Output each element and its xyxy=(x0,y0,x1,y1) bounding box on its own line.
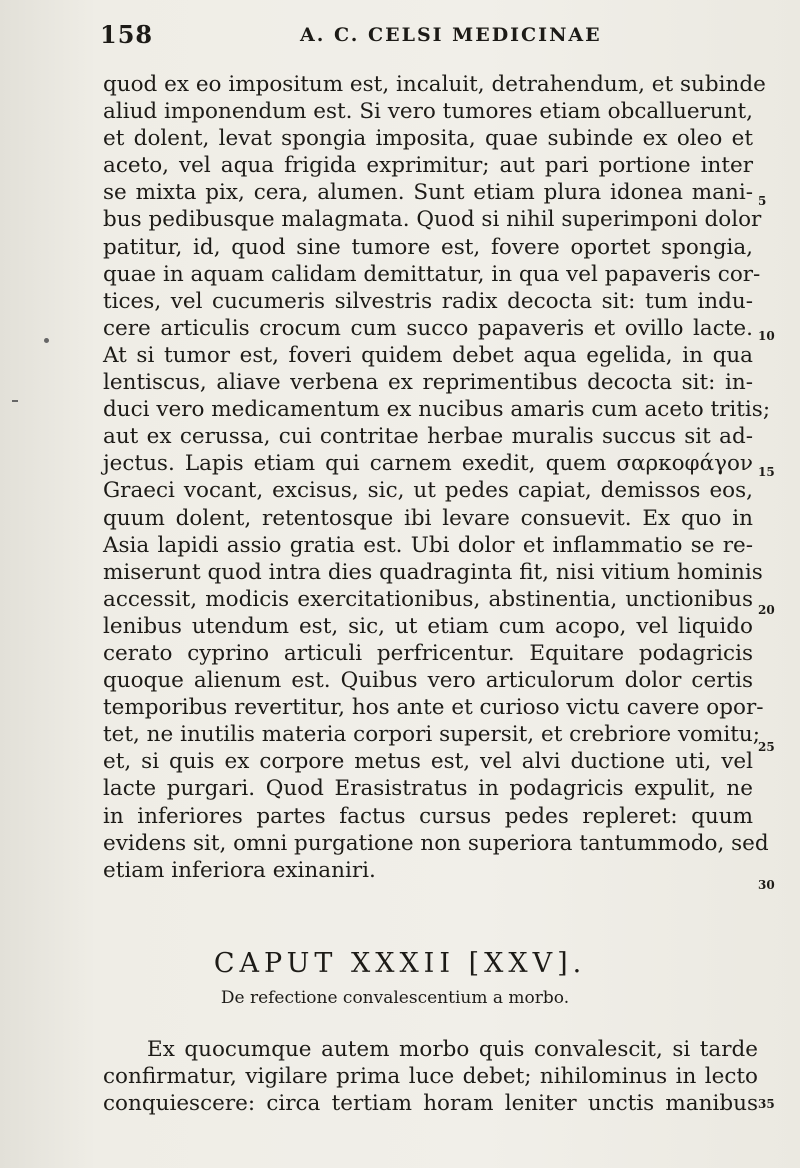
line-number: 35 xyxy=(758,1097,775,1111)
text-line: cere articulis crocum cum succo papaveris et ovillo lacte. xyxy=(103,315,753,341)
text-line: At si tumor est, foveri quidem debet aqua egelida, in qua xyxy=(103,342,753,368)
text-line: lacte purgari. Quod Erasistratus in podagricis expulit, ne xyxy=(103,776,753,802)
text-line: Asia lapidi assio gratia est. Ubi dolor et inflammatio se re- xyxy=(103,532,753,558)
line-number: 15 xyxy=(758,465,775,479)
text-line: Graeci vocant, excisus, sic, ut pedes capiat, demissos eos, xyxy=(103,478,753,504)
text-line: tet, ne inutilis materia corpori supersit, et crebriore vomitu; xyxy=(103,722,760,748)
text-line: quod ex eo impositum est, incaluit, detrahendum, et subinde xyxy=(103,72,766,97)
line-number: 25 xyxy=(758,740,775,754)
line-number: 10 xyxy=(758,329,775,343)
chapter-title xyxy=(0,948,800,979)
text-line: et dolent, levat spongia imposita, quae subinde ex oleo et xyxy=(103,126,753,152)
text-line: temporibus revertitur, hos ante et curioso victu cavere opor- xyxy=(103,695,764,721)
text-line: evidens sit, omni purgatione non superiora tantummodo, sed xyxy=(103,830,769,856)
chapter-title-text: CAPUT XXXII [XXV]. xyxy=(213,948,587,979)
text-line: cerato cyprino articuli perfricentur. Equitare podagricis xyxy=(103,640,753,666)
page-number: 158 xyxy=(100,20,154,49)
text-line: aceto, vel aqua frigida exprimitur; aut pari portione inter xyxy=(103,153,753,179)
text-line: tices, vel cucumeris silvestris radix decocta sit: tum indu- xyxy=(103,288,753,314)
page-header xyxy=(100,20,750,50)
line-number: 20 xyxy=(758,603,775,617)
chapter-subtitle: De refectione convalescentium a morbo. xyxy=(220,988,570,1008)
margin-mark xyxy=(12,400,18,402)
text-line: lentiscus, aliave verbena ex reprimentibus decocta sit: in- xyxy=(103,370,753,396)
text-line: bus pedibusque malagmata. Quod si nihil superimponi dolor xyxy=(103,207,762,233)
text-line: in inferiores partes factus cursus pedes repleret: quum xyxy=(103,803,753,829)
text-line: quae in aquam calidam demittatur, in qua vel papaveris cor- xyxy=(103,261,761,287)
text-line: Ex quocumque autem morbo quis convalescit, si tarde xyxy=(147,1037,758,1062)
text-line: se mixta pix, cera, alumen. Sunt etiam plura idonea mani- xyxy=(103,180,753,206)
text-line: confirmatur, vigilare prima luce debet; nihilominus in lecto xyxy=(103,1064,758,1089)
text-line: accessit, modicis exercitationibus, abstinentia, unctionibus xyxy=(103,586,753,612)
running-title: A. C. CELSI MEDICINAE xyxy=(300,24,602,46)
text-line: miserunt quod intra dies quadraginta fit, nisi vitium hominis xyxy=(103,559,763,585)
text-line: etiam inferiora exinaniri. xyxy=(103,857,376,883)
text-line: patitur, id, quod sine tumore est, fovere oportet spongia, xyxy=(103,234,753,260)
text-line: aliud imponendum est. Si vero tumores etiam obcalluerunt, xyxy=(103,99,753,125)
line-number: 5 xyxy=(758,194,767,208)
text-line: et, si quis ex corpore metus est, vel alvi ductione uti, vel xyxy=(103,749,753,775)
text-line: quoque alienum est. Quibus vero articulorum dolor certis xyxy=(103,668,753,694)
text-line: conquiescere: circa tertiam horam leniter unctis manibus xyxy=(103,1091,758,1116)
line-number: 30 xyxy=(758,878,775,892)
margin-mark xyxy=(44,338,49,343)
text-line: aut ex cerussa, cui contritae herbae muralis succus sit ad- xyxy=(103,424,753,450)
text-line: lenibus utendum est, sic, ut etiam cum acopo, vel liquido xyxy=(103,613,753,639)
text-line: jectus. Lapis etiam qui carnem exedit, quem σαρκοφάγον xyxy=(103,451,753,477)
chapter-text xyxy=(103,1036,758,1117)
text-line: quum dolent, retentosque ibi levare consuevit. Ex quo in xyxy=(103,505,753,531)
text-line: duci vero medicamentum ex nucibus amaris cum aceto tritis; xyxy=(103,397,771,423)
